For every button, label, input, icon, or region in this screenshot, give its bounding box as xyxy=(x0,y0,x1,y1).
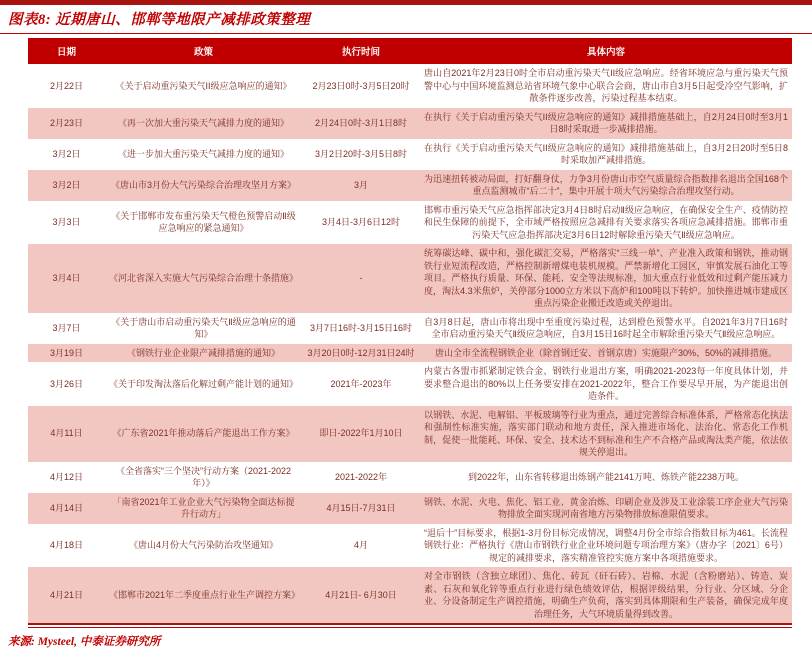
date-cell: 4月14日 xyxy=(49,502,84,513)
table-row xyxy=(28,201,792,245)
policy-cell: 《钢铁行业企业限产减排措施的通知》 xyxy=(126,347,280,358)
table-row xyxy=(28,64,792,108)
detail-cell: 自3月8日起，唐山市将出现中至重度污染过程，达到橙色预警水平。自2021年3月7日16时全市启动重污染天气Ⅱ级应急响应，自3月15日16时起全市解除重污染天气Ⅱ级应急响应。 xyxy=(424,316,788,339)
date-cell: 3月2日 xyxy=(52,179,81,190)
title-divider xyxy=(0,33,812,34)
detail-cell: 为迅速扭转被动局面，打好翻身仗，力争3月份唐山市空气质量综合指数排名退出全国168个重点监测城市“后二十”，集中开展十项大气污染综合治理攻坚行动。 xyxy=(424,173,788,196)
detail-cell: 钢铁、水泥、火电、焦化、铝工业、黄金冶炼、印刷企业及涉及工业涂装工序企业大气污染物排放全面实现河南省地方污染物排放标准限值要求。 xyxy=(424,496,788,519)
table-row xyxy=(28,344,792,363)
policy-cell: 《唐山市3月份大气污染综合治理攻坚月方案》 xyxy=(110,179,296,190)
date-cell: 2月23日 xyxy=(49,117,84,128)
detail-cell: 内蒙古各盟市抓紧制定铁合金、钢铁行业退出方案，明确2021-2023每一年度具体计划，并要求整合退出的80%以上任务要安排在2021-2022年，整合工作要尽早开展，为产能退出创造条件。 xyxy=(424,366,788,401)
table-row xyxy=(28,139,792,170)
table-header xyxy=(28,38,792,64)
date-cell: 3月26日 xyxy=(49,378,84,389)
detail-cell: 到2022年，山东省转移退出炼钢产能2141万吨、炼铁产能2238万吨。 xyxy=(467,471,745,482)
detail-cell: 在执行《关于启动重污染天气II级应急响应的通知》减排措施基础上，自2月24日0时至3月1日8时采取进一步减排措施。 xyxy=(424,111,788,134)
period-cell: 3月2日20时-3月5日8时 xyxy=(314,148,408,159)
policy-cell: 《关于邯郸市发布重污染天气橙色预警启动Ⅱ级应急响应的紧急通知》 xyxy=(111,210,296,234)
period-cell: 4月21日- 6月30日 xyxy=(325,589,397,600)
date-cell: 4月11日 xyxy=(50,428,83,439)
detail-cell: 在执行《关于启动重污染天气II级应急响应的通知》减排措施基础上，自3月2日20时至5日8时采取加严减排措施。 xyxy=(424,142,788,165)
table-row xyxy=(28,244,792,313)
period-cell: 4月15日-7月31日 xyxy=(326,502,396,513)
table-row xyxy=(28,406,792,462)
table-row xyxy=(28,313,792,344)
period-cell: 即日-2022年1月10日 xyxy=(319,428,403,439)
policy-table xyxy=(28,38,792,625)
policy-cell: 《再一次加大重污染天气减排力度的通知》 xyxy=(117,117,289,128)
table-body xyxy=(28,64,792,624)
table-row xyxy=(28,524,792,568)
detail-cell: 唐山自2021年2月23日0时全市启动重污染天气II级应急响应。经省环境应急与重污染天气预警中心与中国环境监测总站省环境气象中心联合会商，唐山市自3月5日起受冷空气影响，扩散条件逐步改善，污染过程基本结束。 xyxy=(424,68,788,103)
period-cell: 3月4日-3月6日12时 xyxy=(321,217,401,227)
period-cell: 2月24日0时-3月1日8时 xyxy=(314,117,408,128)
detail-cell: 以钢铁、水泥、电解铝、平板玻璃等行业为重点，通过完善综合标准体系，严格常态化执法和强制性标准实施，落实部门联动和地方责任，深入推进市场化、法治化、常态化工作机制，促使一批能耗、环保、安全、技术达不到标准和生产不合格产品或淘汰类产能，依法依规关停退出。 xyxy=(424,409,788,457)
header-policy: 政策 xyxy=(105,38,302,64)
date-cell: 4月21日 xyxy=(49,589,84,600)
date-cell: 4月12日 xyxy=(49,471,84,482)
date-cell: 3月2日 xyxy=(52,148,81,159)
table-row xyxy=(28,567,792,624)
date-cell: 4月18日 xyxy=(49,540,84,550)
policy-cell: 《进一步加大重污染天气减排力度的通知》 xyxy=(117,148,289,159)
policy-cell: 《广东省2021年推动落后产能退出工作方案》 xyxy=(112,428,295,439)
policy-cell: 《河北省深入实施大气污染综合治理十条措施》 xyxy=(109,273,299,283)
source-note: 来源: Mysteel, 中泰证券研究所 xyxy=(8,636,161,648)
table-row xyxy=(28,493,792,524)
header-detail: 具体内容 xyxy=(420,38,792,64)
period-cell: - xyxy=(359,273,363,283)
date-cell: 2月22日 xyxy=(49,80,84,91)
period-cell: 2021-2022年 xyxy=(334,471,388,482)
policy-cell: 《全省落实“三个坚决”行动方案（2021-2022 年）》 xyxy=(115,465,292,488)
period-cell: 4月 xyxy=(353,540,368,550)
header-period: 执行时间 xyxy=(302,38,420,64)
date-cell: 3月7日 xyxy=(52,322,81,333)
period-cell: 3月7日16时-3月15日16时 xyxy=(309,322,413,333)
detail-cell: 唐山全市全流程钢铁企业（除首钢迁安、首钢京唐）实施限产30%、50%的减排措施。 xyxy=(434,347,778,358)
table-row xyxy=(28,462,792,493)
date-cell: 3月3日 xyxy=(52,217,81,227)
detail-cell: 统筹碳达峰、碳中和，强化碳汇交易，严格落实“三线一单”、产业准入政策和钢铁，推动钢铁行业短流程改造，严格控制新增煤电装机规模。严禁新增化工园区，审慎发展石油化工等项目。严格执行质量、环保、能耗、安全等法规标准，加大重点行业低效和过剩产能压减力度，淘汰4.3米焦炉，关停部分1000立方米以下高炉和100吨以下转炉。加快推进城市建成区重点污染企业搬迁改造或关停退出。 xyxy=(424,248,788,308)
detail-cell: “退后十”目标要求，根据1-3月份目标完成情况，调整4月份全市综合指数目标为461。长流程钢铁行业：严格执行《唐山市钢铁行业企业环境问题专项治理方案》（唐办字〔2021〕6号）规定的减排要求，落实精准管控实施方案中各项措施要求。 xyxy=(424,527,788,563)
detail-cell: 邯郸市重污染天气应急指挥部决定3月4日8时启动Ⅱ级应急响应，在确保安全生产、疫情防控和民生保障的前提下，全市域严格按照应急减排有关要求落实各项应急减排措施。邯郸市重污染天气应急指挥部决定3月6日12时解除重污染天气Ⅱ级应急响应。 xyxy=(424,204,788,240)
date-cell: 3月4日 xyxy=(52,273,81,283)
figure-title: 图表8: 近期唐山、邯郸等地限产减排政策整理 xyxy=(8,12,311,28)
policy-cell: 《关于启动重污染天气II级应急响应的通知》 xyxy=(115,80,292,91)
period-cell: 2月23日0时-3月5日20时 xyxy=(312,80,410,91)
period-cell: 2021年-2023年 xyxy=(330,378,392,389)
date-cell: 3月19日 xyxy=(49,347,84,358)
figure-title-row xyxy=(0,5,812,31)
table-row xyxy=(28,170,792,201)
table-row xyxy=(28,362,792,406)
policy-cell: 《唐山4月份大气污染防治攻坚通知》 xyxy=(128,540,278,550)
table-row xyxy=(28,108,792,139)
policy-cell: 《邯郸市2021年二季度重点行业生产调控方案》 xyxy=(109,589,301,600)
policy-cell: 《关于印发淘汰落后化解过剩产能计划的通知》 xyxy=(109,378,299,389)
policy-cell: 「南省2021年工业企业大气污染物全面达标提升行动方」 xyxy=(112,496,295,519)
policy-cell: 《关于唐山市启动重污染天气Ⅱ级应急响应的通知》 xyxy=(111,316,296,339)
detail-cell: 对全市钢铁（含独立球团）、焦化、砖瓦（矸石砖）、岩棉、水泥（含粉磨站）、铸造、炭素、石灰和氧化锌等重点行业进行绿色绩效评估，根据评级结果，分行业、分区域、分企业、分设备制定生产调控措施，明确生产负荷，落实到具体期限和生产装备，确保完成年度治理任务，大气环境质量得到改善。 xyxy=(424,571,788,619)
period-cell: 3月20日0时-12月31日24时 xyxy=(307,347,415,358)
period-cell: 3月 xyxy=(353,179,368,190)
header-date: 日期 xyxy=(28,38,105,64)
